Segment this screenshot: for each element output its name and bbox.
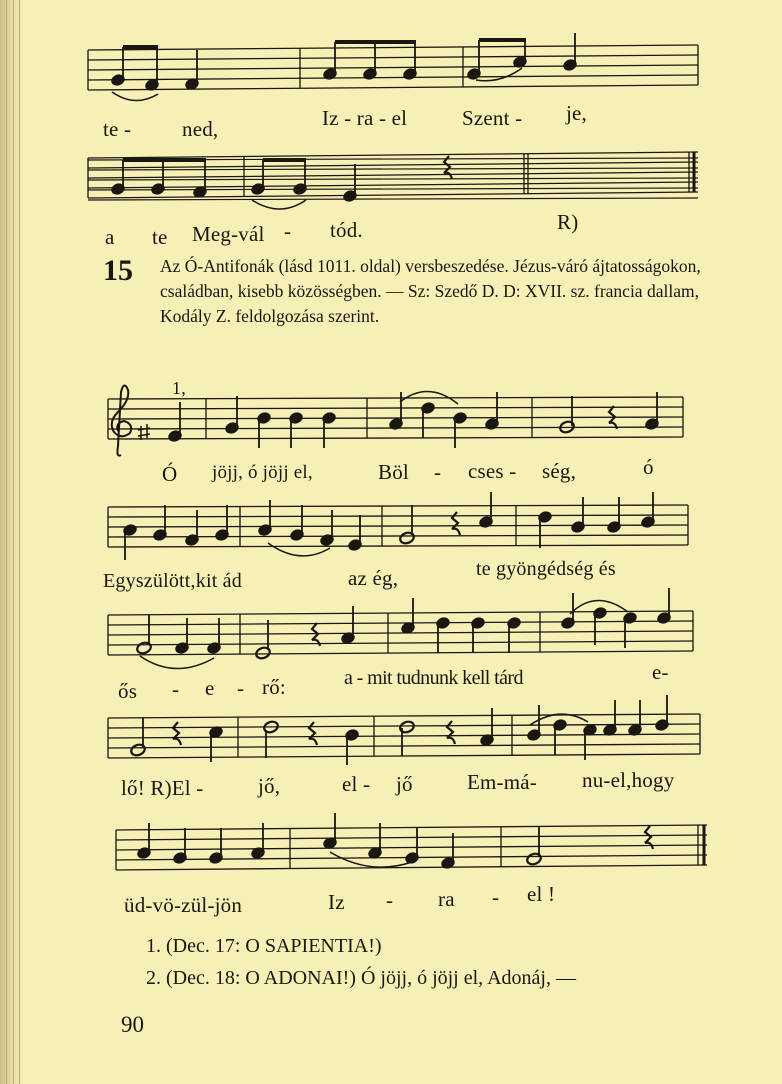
lyric-syllable: Iz [328,890,345,914]
page-number: 90 [121,1012,144,1037]
lyric-syllable: Egyszülött,kit ád [103,570,242,592]
lyric-syllable: ned, [182,117,219,141]
lyric-syllable: ra [438,887,455,911]
lyric-syllable: te gyöngédség és [476,558,616,580]
lyric-syllable: - [172,677,180,701]
lyric-syllable: ség, [542,459,577,483]
lyric-syllable: rő: [262,675,286,699]
lyric-syllable: ős [118,679,138,703]
lyric-syllable: jöjj, ó jöjj el, [212,462,313,483]
hymn-description: Az Ó-Antifonák (lásd 1011. oldal) versbeszedése. Jézus-váró ájtatosságokon, családban, kisebb közösségben. — Sz: Szedő D. D: XVII. sz. francia dallam, Kodály Z. feldolgozása szerint. [160,256,701,326]
lyric-syllable: te - [103,117,132,141]
refrain-marker: R) [557,210,579,234]
lyric-syllable: Meg-vál [192,222,265,246]
lyric-syllable: - [492,885,500,909]
lyric-syllable: a [105,225,115,249]
lyric-syllable: lő! R)El - [121,776,204,800]
verse-marker: 1, [172,378,186,398]
lyric-syllable: - [386,888,394,912]
hymn-number: 15 [103,254,133,287]
lyric-syllable: cses - [468,459,517,483]
lyric-syllable: je, [566,101,588,125]
lyric-syllable: e [205,676,215,700]
lyric-syllable: jő [396,772,413,796]
lyric-syllable: - [237,676,245,700]
verse-note-1: 1. (Dec. 17: O SAPIENTIA!) [146,935,382,957]
lyric-syllable: üd-vö-zül-jön [124,893,243,917]
lyric-syllable: Böl [378,460,409,484]
lyric-syllable: nu-el,hogy [582,768,675,792]
lyric-syllable: - [284,219,292,243]
lyric-syllable: jő, [258,774,281,798]
lyric-syllable: e- [652,660,669,684]
lyric-syllable: tód. [330,218,363,242]
lyric-syllable: el ! [527,882,556,906]
lyric-syllable: a - mit tudnunk kell tárd [344,667,523,689]
lyric-syllable: Iz - ra - el [322,106,408,130]
lyric-syllable: Szent - [462,106,523,130]
lyric-syllable: Em-má- [467,770,538,794]
lyric-syllable: te [152,225,168,249]
lyric-syllable: - [434,460,442,484]
verse-note-2: 2. (Dec. 18: O ADONAI!) Ó jöjj, ó jöjj el, Adonáj, — [146,967,576,989]
lyric-syllable: az ég, [348,566,399,590]
lyric-syllable: el - [342,772,371,796]
lyric-syllable: ó [643,455,654,479]
lyric-syllable: Ó [162,462,178,486]
